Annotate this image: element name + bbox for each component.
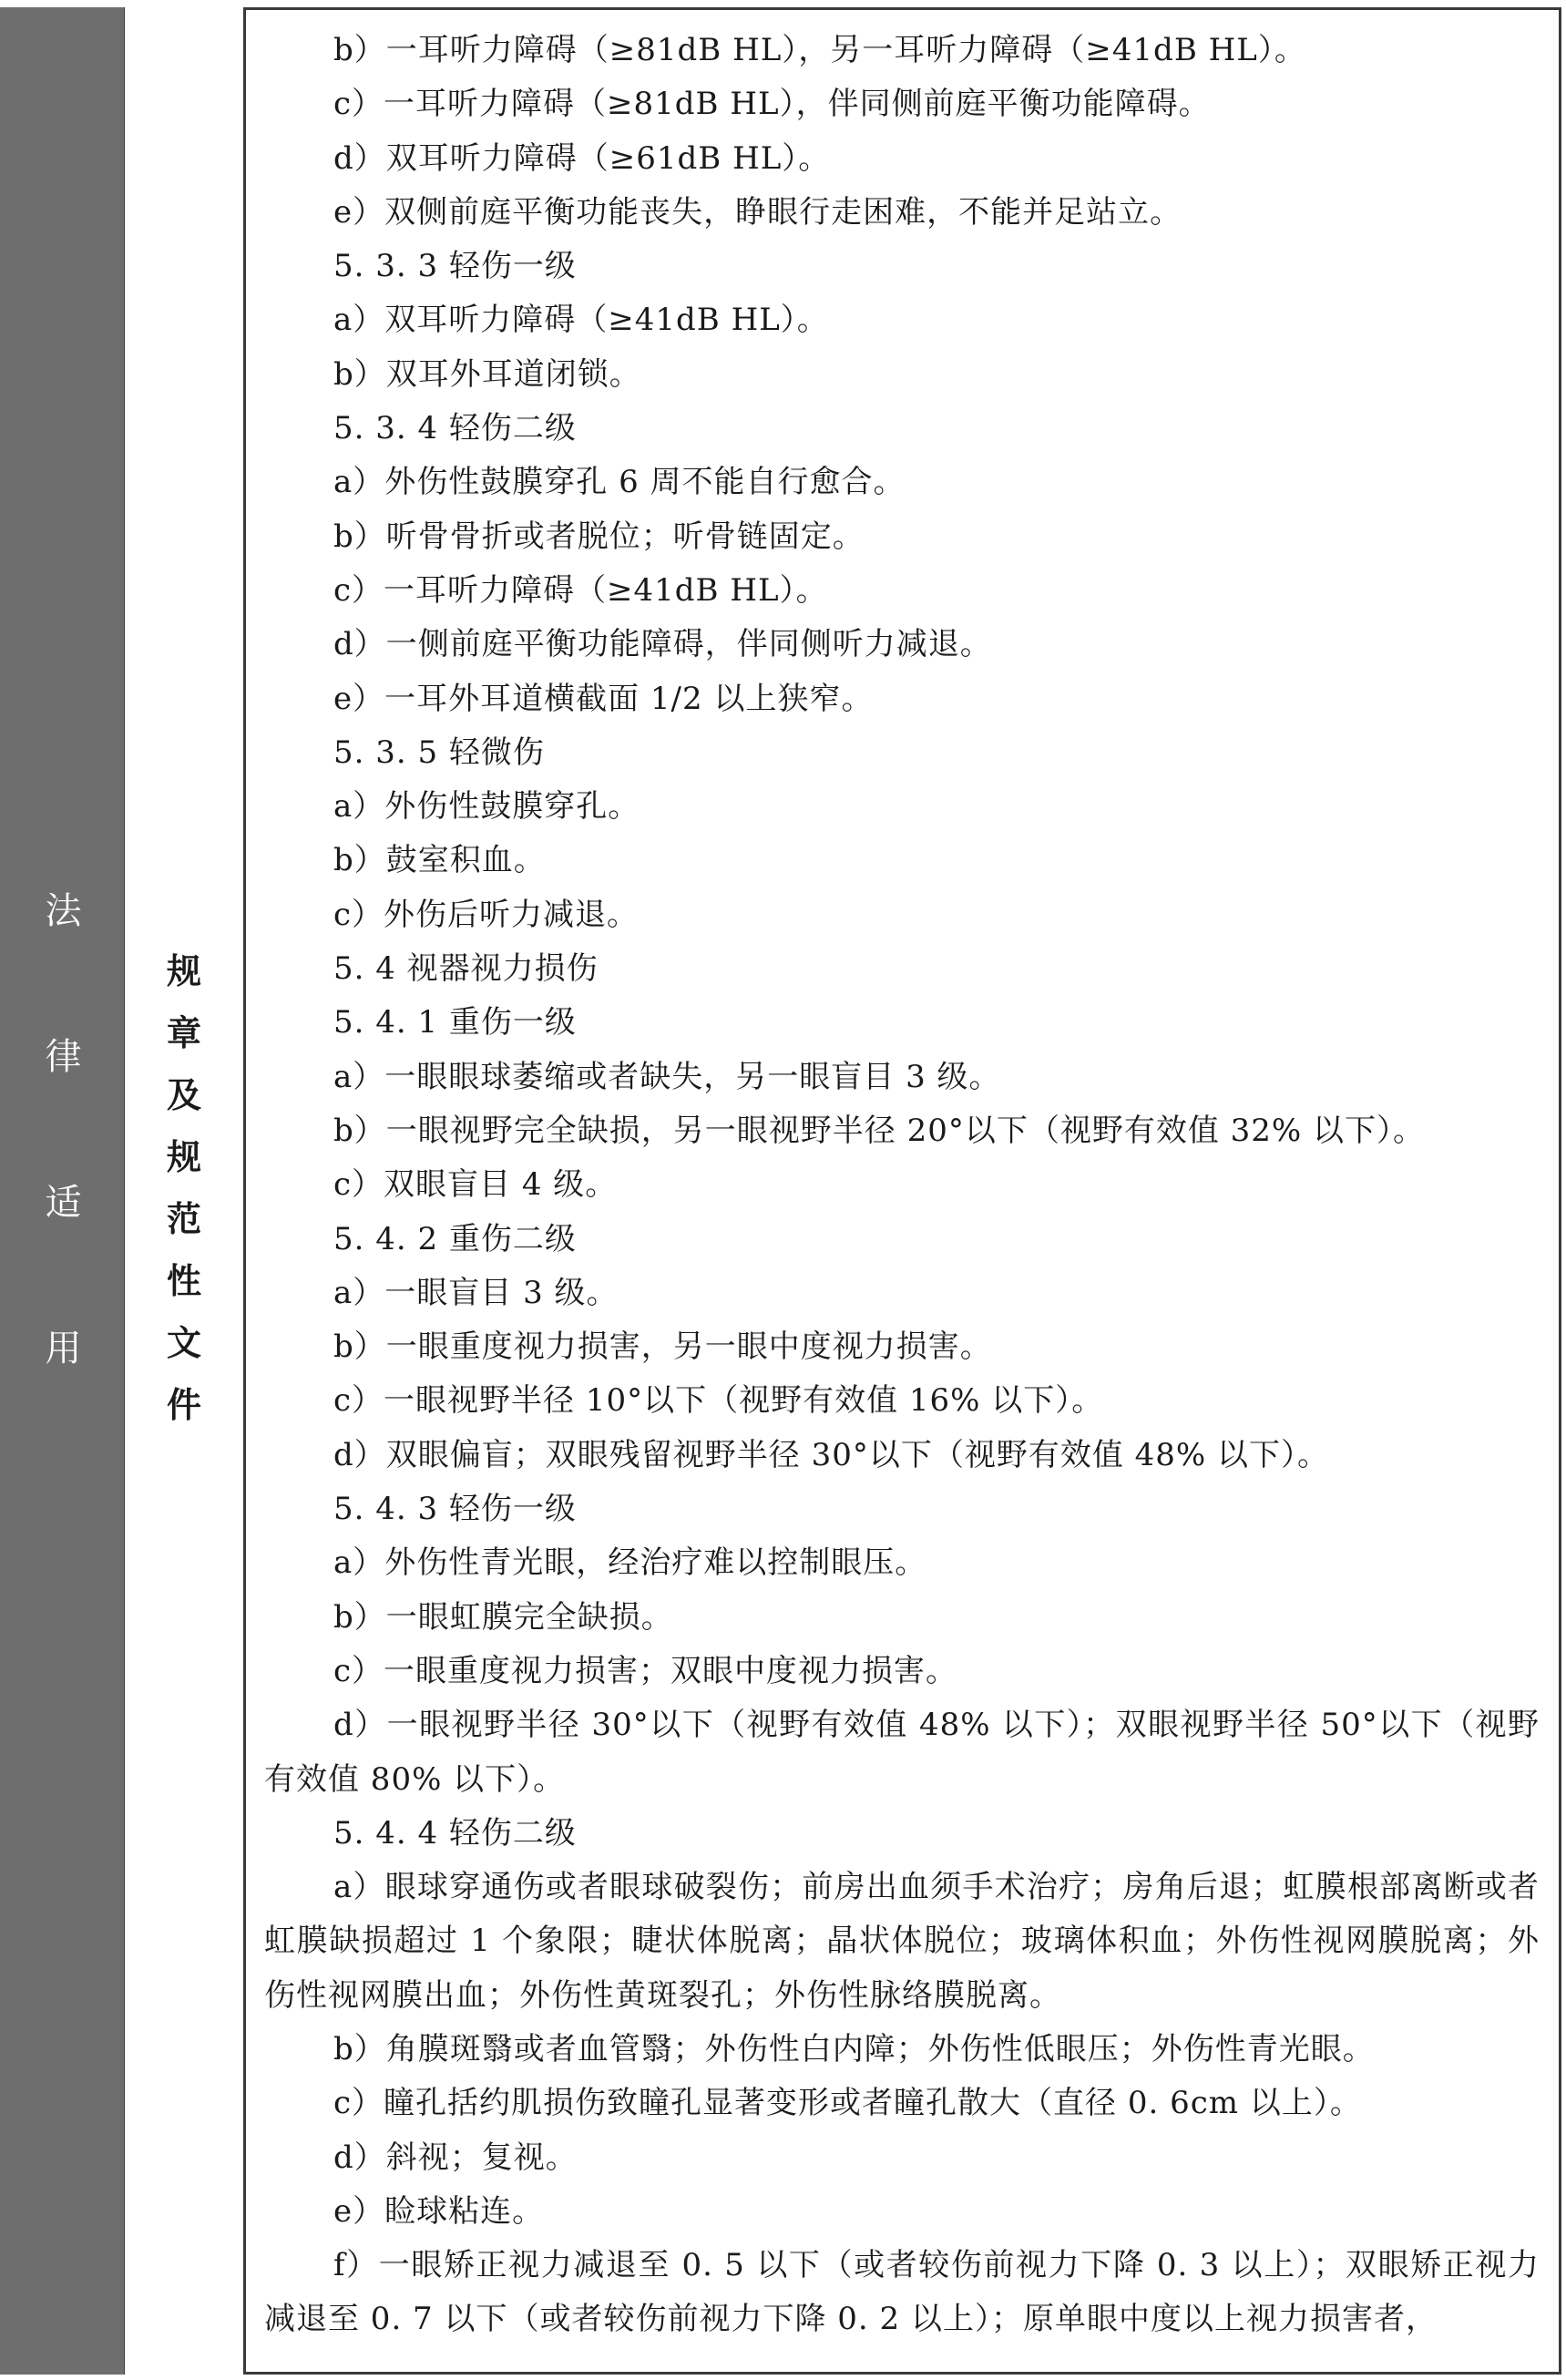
clause-item: a）外伤性青光眼，经治疗难以控制眼压。 <box>333 1544 927 1582</box>
clause-item: d）双耳听力障碍（≥61dB HL）。 <box>333 139 831 177</box>
clause-item: a）外伤性鼓膜穿孔 6 周不能自行愈合。 <box>333 464 906 501</box>
clause-item: d）双眼偏盲；双眼残留视野半径 30°以下（视野有效值 48% 以下）。 <box>333 1436 1330 1473</box>
subcategory-char: 及 <box>166 1074 201 1115</box>
subcategory-char: 规 <box>166 1136 201 1177</box>
clause-item: e）一耳外耳道横截面 1/2 以上狭窄。 <box>333 680 874 717</box>
clause-item: c）双眼盲目 4 级。 <box>333 1166 618 1204</box>
subcategory-char: 文 <box>166 1322 201 1363</box>
clause-item: c）一眼视野半径 10°以下（视野有效值 16% 以下）。 <box>333 1382 1104 1420</box>
section-heading: 5. 4. 1 重伤一级 <box>333 1004 577 1041</box>
section-heading: 5. 3. 4 轻伤二级 <box>333 410 577 447</box>
subcategory-char: 规 <box>166 950 201 991</box>
clause-item: e）睑球粘连。 <box>333 2192 545 2230</box>
clause-item: c）瞳孔括约肌损伤致瞳孔显著变形或者瞳孔散大（直径 0. 6cm 以上）。 <box>333 2085 1362 2122</box>
category-char: 律 <box>45 1036 82 1078</box>
clause-item: b）听骨骨折或者脱位；听骨链固定。 <box>333 518 865 555</box>
clause-item: b）一眼重度视力损害，另一眼中度视力损害。 <box>333 1328 992 1366</box>
clause-item: c）一眼重度视力损害；双眼中度视力损害。 <box>333 1652 958 1689</box>
clause-item: a）双耳听力障碍（≥41dB HL）。 <box>333 302 829 339</box>
content-cell <box>264 24 1540 2347</box>
clause-paragraph: d）一眼视野半径 30°以下（视野有效值 48% 以下）；双眼视野半径 50°以下（视野有效值 80% 以下）。 <box>264 1707 1540 1798</box>
category-char: 用 <box>45 1328 82 1370</box>
clause-item: b）鼓室积血。 <box>333 842 546 879</box>
section-heading: 5. 3. 5 轻微伤 <box>333 733 545 771</box>
subcategory-char: 件 <box>166 1384 201 1425</box>
clause-item: d）斜视；复视。 <box>333 2139 578 2176</box>
category-column <box>0 7 127 2375</box>
section-heading: 5. 4. 4 轻伤二级 <box>333 1814 577 1852</box>
section-heading: 5. 4. 3 轻伤一级 <box>333 1491 577 1528</box>
subcategory-char: 章 <box>166 1012 201 1053</box>
subcategory-column <box>125 7 246 2375</box>
clause-item: b）角膜斑翳或者血管翳；外伤性白内障；外伤性低眼压；外伤性青光眼。 <box>333 2030 1375 2067</box>
category-char: 适 <box>45 1182 82 1224</box>
category-char: 法 <box>45 890 82 932</box>
subcategory-char: 范 <box>166 1198 201 1239</box>
clause-item: c）一耳听力障碍（≥41dB HL）。 <box>333 571 828 609</box>
clause-item: a）一眼眼球萎缩或者缺失，另一眼盲目 3 级。 <box>333 1058 1001 1095</box>
clause-item: c）外伤后听力减退。 <box>333 896 640 933</box>
section-heading: 5. 4. 2 重伤二级 <box>333 1220 577 1257</box>
clause-item: b）双耳外耳道闭锁。 <box>333 355 641 393</box>
subcategory-char: 性 <box>166 1260 201 1301</box>
clause-item: b）一眼虹膜完全缺损。 <box>333 1598 673 1636</box>
clause-item: a）外伤性鼓膜穿孔。 <box>333 788 640 826</box>
clause-item: e）双侧前庭平衡功能丧失，睁眼行走困难，不能并足站立。 <box>333 193 1182 231</box>
clause-paragraph: a）眼球穿通伤或者眼球破裂伤；前房出血须手术治疗；房角后退；虹膜根部离断或者虹膜缺损超过 1 个象限；睫状体脱离；晶状体脱位；玻璃体积血；外伤性视网膜脱离；外伤性视网膜出血；外伤性黄斑裂孔；外伤性脉络膜脱离。 <box>264 1869 1540 2014</box>
clause-item: d）一侧前庭平衡功能障碍，伴同侧听力减退。 <box>333 626 992 663</box>
clause-item: b）一眼视野完全缺损，另一眼视野半径 20°以下（视野有效值 32% 以下）。 <box>333 1112 1426 1149</box>
clause-item: b）一耳听力障碍（≥81dB HL），另一耳听力障碍（≥41dB HL）。 <box>333 32 1306 68</box>
clause-item: a）一眼盲目 3 级。 <box>333 1274 619 1311</box>
section-heading: 5. 4 视器视力损伤 <box>333 950 599 988</box>
clause-item: c）一耳听力障碍（≥81dB HL），伴同侧前庭平衡功能障碍。 <box>333 86 1211 123</box>
section-heading: 5. 3. 3 轻伤一级 <box>333 248 577 285</box>
clause-paragraph: f）一眼矫正视力减退至 0. 5 以下（或者较伤前视力下降 0. 3 以上）；双眼矫正视力减退至 0. 7 以下（或者较伤前视力下降 0. 2 以上）；原单眼中度以上视力损害者， <box>264 2247 1540 2338</box>
